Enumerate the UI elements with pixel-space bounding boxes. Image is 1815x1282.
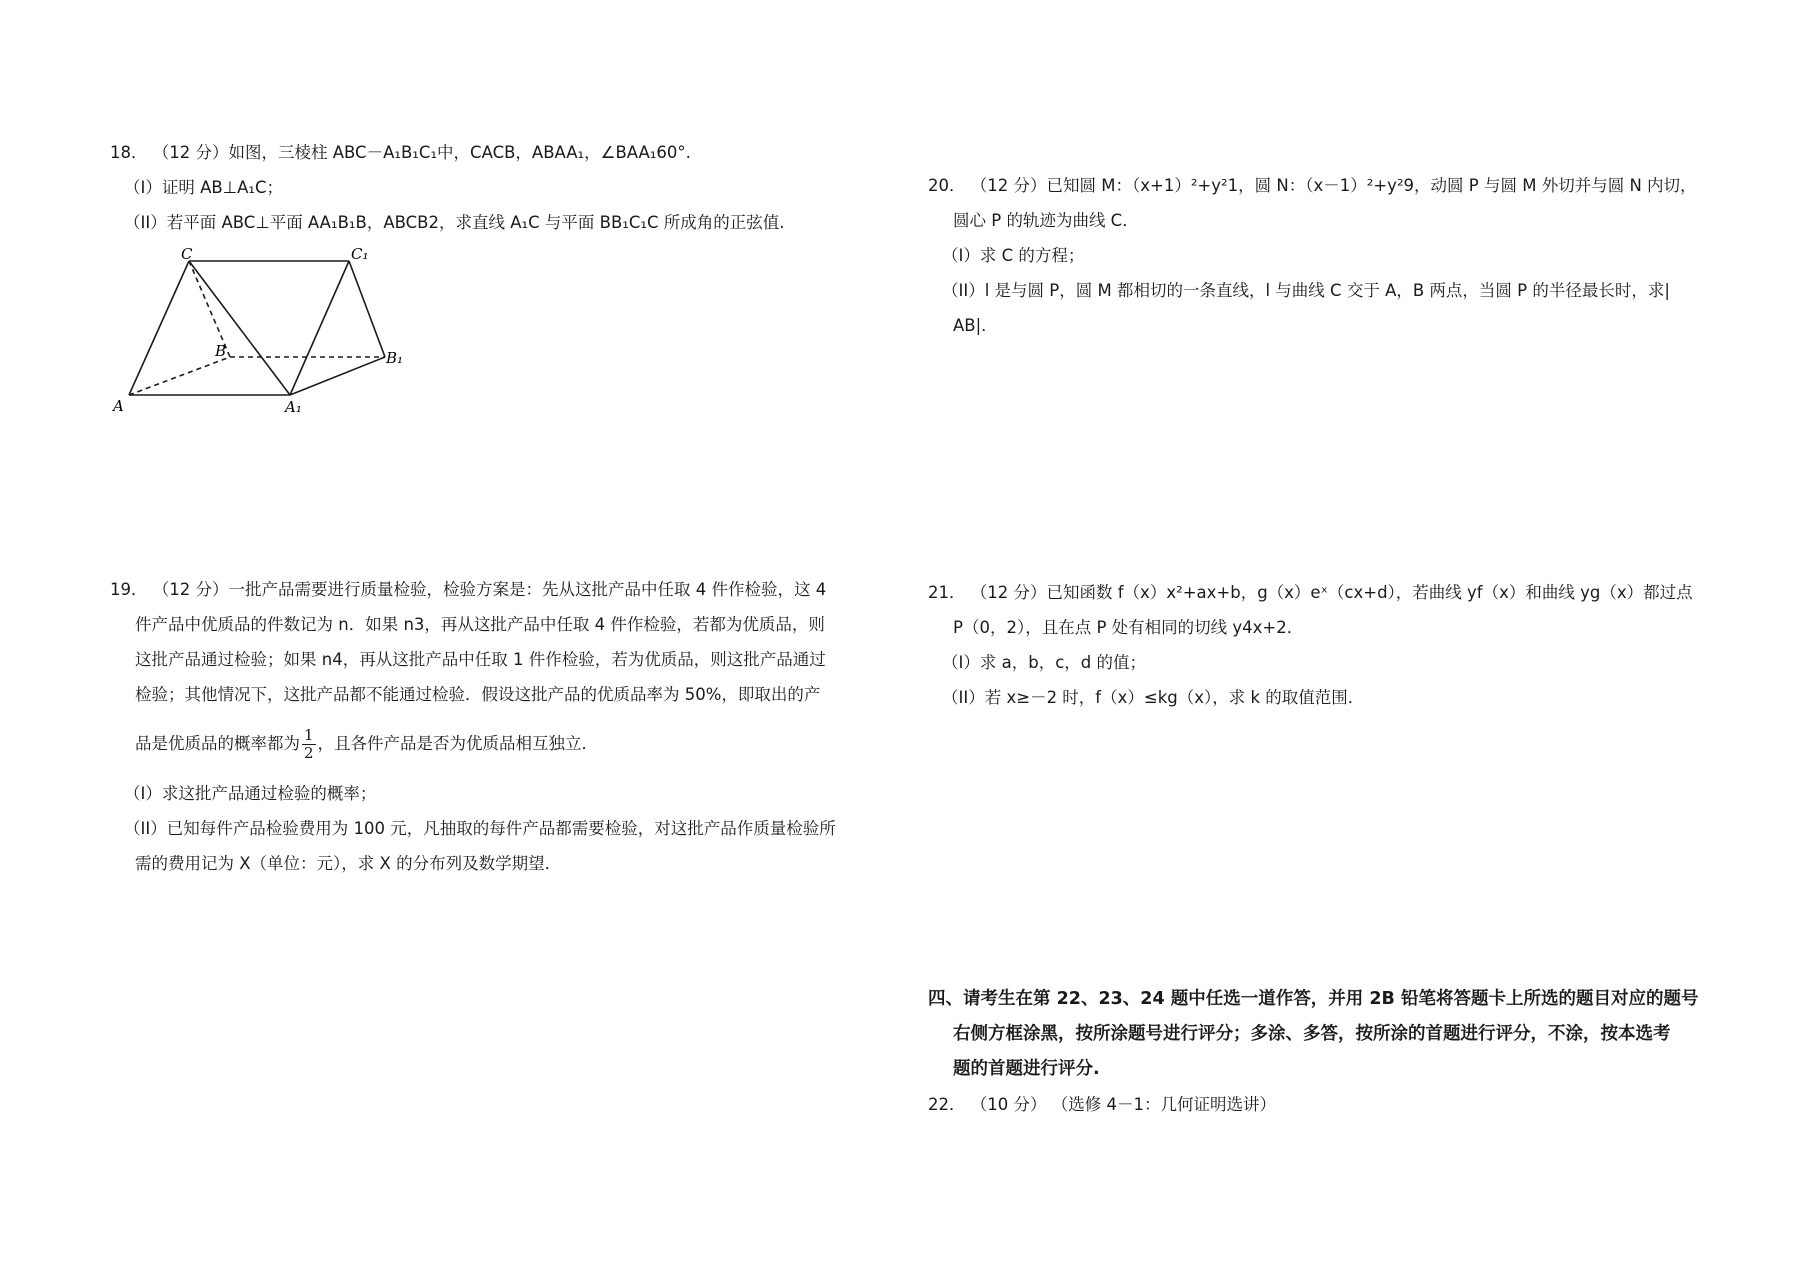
question-20 [928, 168, 1728, 343]
label-C1: C₁ [351, 245, 369, 263]
label-B1: B₁ [386, 349, 404, 367]
q21-line2: P（0，2），且在点 P 处有相同的切线 y4x+2． [953, 618, 1304, 637]
q21-line1 [928, 575, 1728, 610]
q20-score: （12 分） [970, 176, 1047, 195]
label-C: C [181, 245, 193, 263]
q19-line4: 检验；其他情况下，这批产品都不能通过检验．假设这批产品的优质品率为 50%，即取出的产 [135, 685, 821, 704]
q19-line2: 件产品中优质品的件数记为 n．如果 n3，再从这批产品中任取 4 件作检验，若都为优质品，则 [135, 615, 825, 634]
q21-part2: （II）若 x≥－2 时，f（x）≤kg（x），求 k 的取值范围． [942, 688, 1365, 707]
q20-line1 [928, 168, 1728, 203]
prism-figure [105, 245, 425, 415]
label-A1: A₁ [285, 398, 302, 415]
fraction-denominator: 2 [304, 744, 314, 762]
q19-number: 19． [110, 580, 148, 599]
section-4 [928, 982, 1728, 1122]
question-19 [110, 572, 910, 881]
q18-part2: （II）若平面 ABC⊥平面 AA₁B₁B，ABCB2，求直线 A₁C 与平面 BB₁C₁C 所成角的正弦值. [124, 213, 785, 232]
q20-line1-text: 已知圆 M：（x+1）²+y²1，圆 N：（x－1）²+y²9，动圆 P 与圆 M 外切并与圆 N 内切， [1046, 176, 1697, 195]
q18-number: 18． [110, 143, 148, 162]
fraction-numerator: 1 [304, 726, 314, 744]
q19-score: （12 分） [152, 580, 229, 599]
q18-part1: （I）证明 AB⊥A₁C； [124, 178, 284, 197]
q19-line1-text: 一批产品需要进行质量检验，检验方案是：先从这批产品中任取 4 件作检验，这 4 [228, 580, 827, 599]
q19-part2-line2: 需的费用记为 X（单位：元），求 X 的分布列及数学期望． [135, 854, 562, 873]
q20-line2: 圆心 P 的轨迹为曲线 C． [953, 211, 1139, 230]
q19-line5-pre: 品是优质品的概率都为 [135, 734, 300, 753]
question-18 [110, 135, 910, 240]
section4-line1: 四、请考生在第 22、23、24 题中任选一道作答，并用 2B 铅笔将答题卡上所选的题目对应的题号 [928, 989, 1699, 1009]
q18-stem-text: 如图，三棱柱 ABC－A₁B₁C₁中，CACB，ABAA₁，∠BAA₁60°. [228, 143, 691, 162]
label-B: B [215, 342, 227, 360]
section4-line3: 题的首题进行评分. [953, 1059, 1100, 1079]
edge-AC [129, 261, 189, 395]
label-A: A [113, 397, 124, 415]
section4-line2: 右侧方框涂黑，按所涂题号进行评分；多涂、多答，按所涂的首题进行评分，不涂，按本选考 [953, 1024, 1671, 1044]
q21-part1: （I）求 a，b，c，d 的值； [942, 653, 1146, 672]
q21-number: 21． [928, 583, 966, 602]
q20-part2-line2: AB|． [953, 316, 998, 335]
q20-part2-line1: （II）l 是与圆 P，圆 M 都相切的一条直线，l 与曲线 C 交于 A，B 两点，当圆 P 的半径最长时，求| [942, 281, 1670, 300]
q19-part2-line1: （II）已知每件产品检验费用为 100 元，凡抽取的每件产品都需要检验，对这批产品作质量检验所 [124, 819, 836, 838]
q18-score: （12 分） [152, 143, 229, 162]
edge-C1B1 [349, 261, 385, 357]
q20-part1: （I）求 C 的方程； [942, 246, 1085, 265]
q20-number: 20． [928, 176, 966, 195]
fraction-one-half [302, 727, 316, 762]
q21-line1-text: 已知函数 f（x）x²+ax+b，g（x）eˣ（cx+d），若曲线 yf（x）和曲线 yg（x）都过点 [1046, 583, 1693, 602]
q19-part1: （I）求这批产品通过检验的概率； [124, 784, 377, 803]
q19-line3: 这批产品通过检验；如果 n4，再从这批产品中任取 1 件作检验，若为优质品，则这批产品通过 [135, 650, 826, 669]
q21-score: （12 分） [970, 583, 1047, 602]
q22-text: （选修 4－1：几何证明选讲） [1051, 1095, 1276, 1114]
q22-number: 22． [928, 1095, 966, 1114]
q18-stem [110, 135, 910, 170]
q22-line [928, 1087, 1728, 1122]
q19-line5-post: ，且各件产品是否为优质品相互独立． [317, 734, 599, 753]
question-21 [928, 575, 1728, 715]
q19-line5 [110, 726, 910, 762]
q19-line1 [110, 572, 910, 607]
edge-CA1 [189, 261, 290, 395]
q22-score: （10 分） [970, 1095, 1047, 1114]
